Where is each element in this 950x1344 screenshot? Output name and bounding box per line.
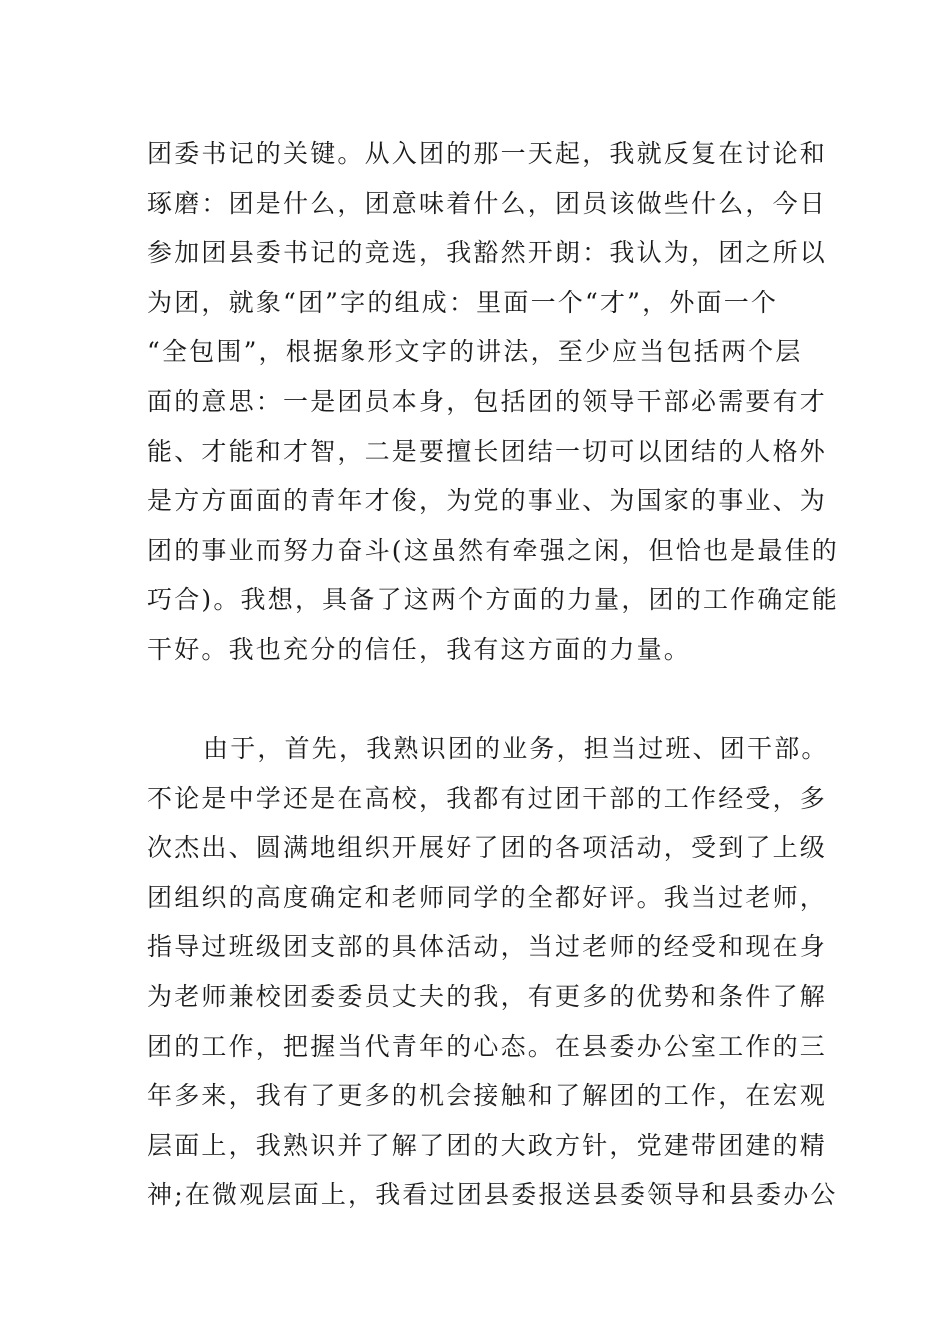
paragraph-line: 为老师兼校团委委员丈夫的我，有更多的优势和条件了解 <box>147 981 828 1011</box>
paragraph-line: 团委书记的关键。从入团的那一天起，我就反复在讨论和 <box>147 139 828 168</box>
paragraph-line: 不论是中学还是在高校，我都有过团干部的工作经受，多 <box>147 783 828 813</box>
paragraph-2 <box>147 724 838 1220</box>
paragraph-first-line: 由于，首先，我熟识团的业务，担当过班、团干部。 <box>203 734 829 763</box>
paragraph-line: 团组织的高度确定和老师同学的全都好评。我当过老师， <box>147 882 828 912</box>
paragraph-line: 面的意思：一是团员本身，包括团的领导干部必需要有才 <box>147 386 828 416</box>
paragraph-line: 指导过班级团支部的具体活动，当过老师的经受和现在身 <box>147 932 828 962</box>
paragraph-line: 团的工作，把握当代青年的心态。在县委办公室工作的三 <box>147 1031 828 1061</box>
paragraph-line: 能、才能和才智，二是要擅长团结一切可以团结的人格外 <box>147 436 828 466</box>
paragraph-line: 为团，就象“团”字的组成：里面一个“才”，外面一个 <box>147 287 779 317</box>
paragraph-line: 神;在微观层面上，我看过团县委报送县委领导和县委办公 <box>147 1180 838 1210</box>
paragraph-line: 参加团县委书记的竞选，我豁然开朗：我认为，团之所以 <box>147 238 828 268</box>
paragraph-line: 是方方面面的青年才俊，为党的事业、为国家的事业、为 <box>147 486 828 516</box>
paragraph-line: 干好。我也充分的信任，我有这方面的力量。 <box>147 634 692 664</box>
paragraph-1 <box>147 129 839 675</box>
paragraph-line: 年多来，我有了更多的机会接触和了解团的工作，在宏观 <box>147 1081 828 1111</box>
paragraph-line: “全包围”，根据象形文字的讲法，至少应当包括两个层 <box>147 337 803 367</box>
paragraph-line: 团的事业而努力奋斗(这虽然有牵强之闲，但恰也是最佳的 <box>147 535 839 565</box>
paragraph-line: 层面上，我熟识并了解了团的大政方针，党建带团建的精 <box>147 1130 828 1160</box>
paragraph-line: 次杰出、圆满地组织开展好了团的各项活动，受到了上级 <box>147 833 828 863</box>
paragraph-line: 琢磨：团是什么，团意味着什么，团员该做些什么，今日 <box>147 188 828 218</box>
paragraph-line: 巧合)。我想，具备了这两个方面的力量，团的工作确定能 <box>147 585 839 615</box>
